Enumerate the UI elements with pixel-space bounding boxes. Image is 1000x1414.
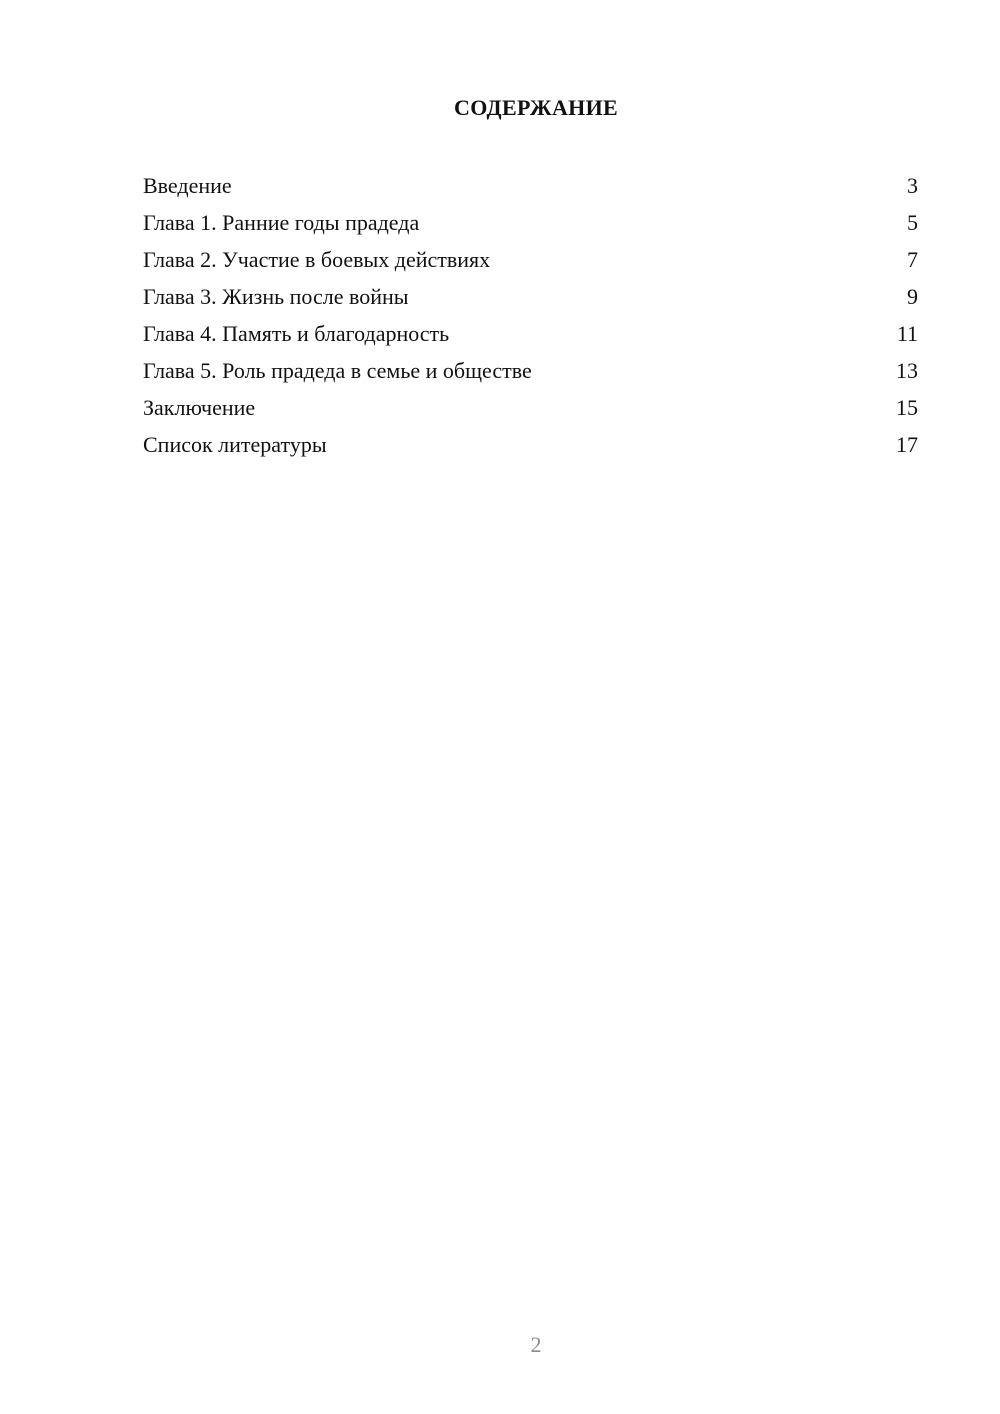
toc-entry-conclusion <box>143 389 918 426</box>
toc-entry-page: 17 <box>896 432 918 457</box>
table-of-contents <box>143 167 918 463</box>
toc-entry-chapter-4 <box>143 315 918 352</box>
toc-entry-page: 7 <box>907 247 918 272</box>
toc-entry-label: Глава 1. Ранние годы прадеда <box>143 210 420 235</box>
toc-entry-label: Введение <box>143 173 232 198</box>
toc-entry-page: 5 <box>907 210 918 235</box>
toc-entry-chapter-5 <box>143 352 918 389</box>
page-title: СОДЕРЖАНИЕ <box>454 95 618 120</box>
toc-entry-references <box>143 426 918 463</box>
toc-entry-page: 15 <box>896 395 918 420</box>
toc-entry-label: Заключение <box>143 395 256 420</box>
toc-entry-page: 11 <box>896 321 918 346</box>
toc-entry-page: 3 <box>907 173 918 198</box>
toc-entry-page: 13 <box>896 358 918 383</box>
page-number: 2 <box>530 1332 542 1357</box>
toc-entry-label: Глава 2. Участие в боевых действиях <box>143 247 491 272</box>
toc-entry-chapter-1 <box>143 204 918 241</box>
toc-entry-chapter-3 <box>143 278 918 315</box>
toc-entry-label: Список литературы <box>143 432 327 457</box>
toc-entry-label: Глава 5. Роль прадеда в семье и обществе <box>143 358 532 383</box>
toc-entry-introduction <box>143 167 918 204</box>
toc-entry-label: Глава 3. Жизнь после войны <box>143 284 409 309</box>
toc-entry-chapter-2 <box>143 241 918 278</box>
toc-entry-page: 9 <box>907 284 918 309</box>
toc-entry-label: Глава 4. Память и благодарность <box>143 321 450 346</box>
